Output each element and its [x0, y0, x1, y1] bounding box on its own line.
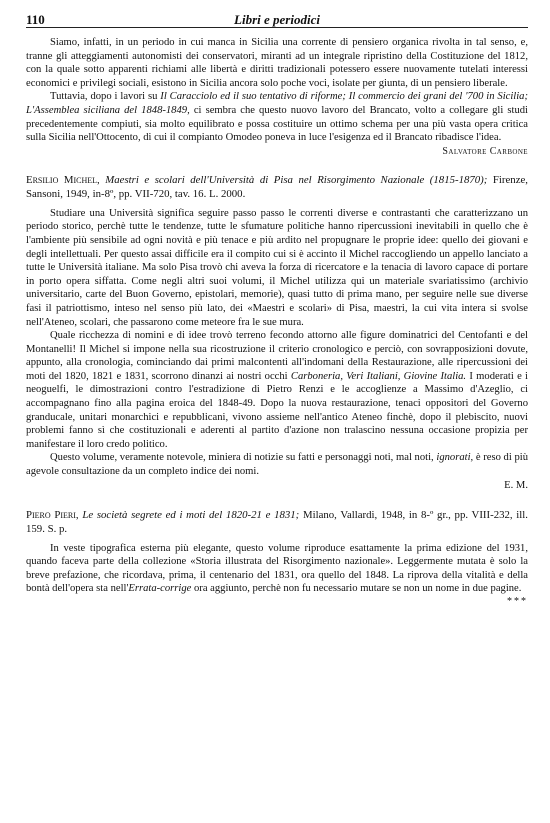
text-run: ci sembra che questo nuovo lavoro del Brancato, volto a collegare gli studi precedentemente compiuti, sia molto equilibrato e possa costituire un ottimo schema per una più vasta opera critica sulla Sicilia nell'Ottocento, di cui il compianto Omodeo poneva in luce l'esigenza ed il Brancato ribadisce l'idea.: [26, 104, 528, 144]
italic-names: Carboneria, Veri Italiani, Giovine Italia.: [290, 370, 467, 382]
bibliographic-entry: [26, 508, 528, 536]
review-pieri: [26, 542, 528, 607]
bibliographic-entry: [26, 173, 528, 201]
reviewer-initials: E. M.: [504, 479, 528, 491]
text-run: Tuttavia, dopo i lavori su: [50, 91, 161, 103]
italic-titles: Il Caracciolo ed il suo tentativo di riforme; Il commercio dei grani del '700 in Sicilia; L'Assemblea siciliana del 1848-1849,: [26, 91, 529, 116]
book-imprint: Firenze, Sansoni, 1949, in-8º, pp. VII-720, tav. 16. L. 2000.: [26, 173, 528, 200]
book-author: Ersilio Michel,: [26, 173, 100, 186]
section-stars: ***: [507, 596, 528, 607]
text-run: Questo volume, veramente notevole, miniera di notizie su fatti e personaggi noti, mal noti,: [50, 452, 437, 464]
book-imprint: Milano, Vallardi, 1948, in 8-º gr., pp. VIII-232, ill. 159. S. p.: [26, 508, 529, 535]
book-title: Maestri e scolari dell'Università di Pisa nel Risorgimento Nazionale (1815-1870);: [105, 173, 488, 186]
paragraph: Siamo, infatti, in un periodo in cui manca in Sicilia una corrente di pensiero organica rivolta in tal senso, e, tranne gli atteggiamenti autonomisti dei conservatori, miranti ad un integrale ripristino della Costituzione del 1812, con la quale sotto apparenti richiami alle libertà e diritti tradizionali potessero essere nuovamente tutelati interessi economici e privilegi sociali, esistono in Sicilia ancora solo poche voci, isolate per giunta, di un pensiero liberale.: [26, 37, 528, 89]
paragraph: [26, 90, 528, 144]
book-title: Le società segrete ed i moti del 1820-21 e 1831;: [82, 508, 300, 521]
text-run: I moderati e i neoguelfi, le dimostrazioni contro l'estradizione di Pietro Renzi e le accoglienze a Massimo d'Azeglio, ci accompagnano fino alla pagina eroica del 1848-49. Dopo la nuova restaurazione, tenaci oppositori del Governo granducale, unitari monarchici e repubblicani, vivono assieme nell'antico Ateneo finchè, dopo il plebiscito, nuovi problemi fanno sì che costituzionali e aderenti al partito d'azione non tralascino nessuna occasione propizia per manifestare il loro credo politico.: [26, 370, 528, 450]
paragraph: [26, 542, 528, 596]
paragraph: [26, 451, 528, 478]
text-run: è reso di più agevole consultazione da un completo indice dei nomi.: [26, 452, 529, 478]
text-run: ora aggiunto, perchè non fu necessario mutare se non un nome in due pagine.: [191, 583, 522, 595]
italic-word: ignorati,: [436, 452, 474, 464]
page-header: [26, 0, 528, 28]
review-michel: [26, 207, 528, 492]
paragraph: [26, 329, 528, 451]
book-author: Piero Pieri,: [26, 508, 79, 521]
reviewer-signature: Salvatore Carbone: [442, 145, 528, 157]
text-run: In veste tipografica esterna più elegante, questo volume riproduce esattamente la prima edizione del 1931, quando faceva parte della collezione «Storia illustrata del Risorgimento nazionale». Leggermente mutata è solo la breve prefazione, che ricordava, prima, il centenario del 1831, ora quello del 1848. La riprova della vitalità e della bontà dell'opera sta nell': [26, 542, 528, 595]
running-head: Libri e periodici: [234, 12, 320, 27]
review-brancato: [26, 36, 528, 157]
page-number: 110: [26, 12, 45, 27]
paragraph: Studiare una Università significa seguire passo passo le correnti diverse e contrastanti che caratterizzano un periodo storico, perchè tutte le tendenze, tutte le sfumature politiche hanno ripercussioni inevitabili in quello che è l'ambiente più sensibile ad ogni novità e più tenace e più ardito nel propugnare le proprie idee: quello dei giovani e degli intellettuali. Per questo assai difficile era il compito cui si è accinto il Michel raccogliendo un appello lanciato a tutte le Università italiane. Ma solo Pisa trovò chi aveva la forza di ricercatore e la tenacia di lavoro capace di portare in porto opera siffatta. Come negli altri suoi volumi, il Michel utilizza qui un materiale svariatissimo (archivio universitario, carte del Buon Governo, epistolari, memorie), quasi tutto di prima mano, per seguire nelle sue diverse fasi il patriottismo, inteso nel senso più lato, dei «Maestri e scolari» di Pisa, maestri, la cui vita intera si svolse nell'Ateneo, scolari, che passarono come meteore fra le sue mura.: [26, 207, 528, 328]
text-run: Quale ricchezza di nomini e di idee trovò terreno fecondo attorno alle figure dominatrici del Centofanti e del Montanelli! Il Michel si impone nella sua ricostruzione il criterio cronologico e perciò, con sovrapposizioni dovute, appunto, alla cronologia, cominciando dai primi malcontenti all'indomani della Restaurazione, alle ripercussioni dei moti del 1820, 1821 e 1831, scorrono dinanzi ai nostri occhi: [26, 330, 528, 382]
italic-word: Errata-corrige: [128, 583, 192, 595]
